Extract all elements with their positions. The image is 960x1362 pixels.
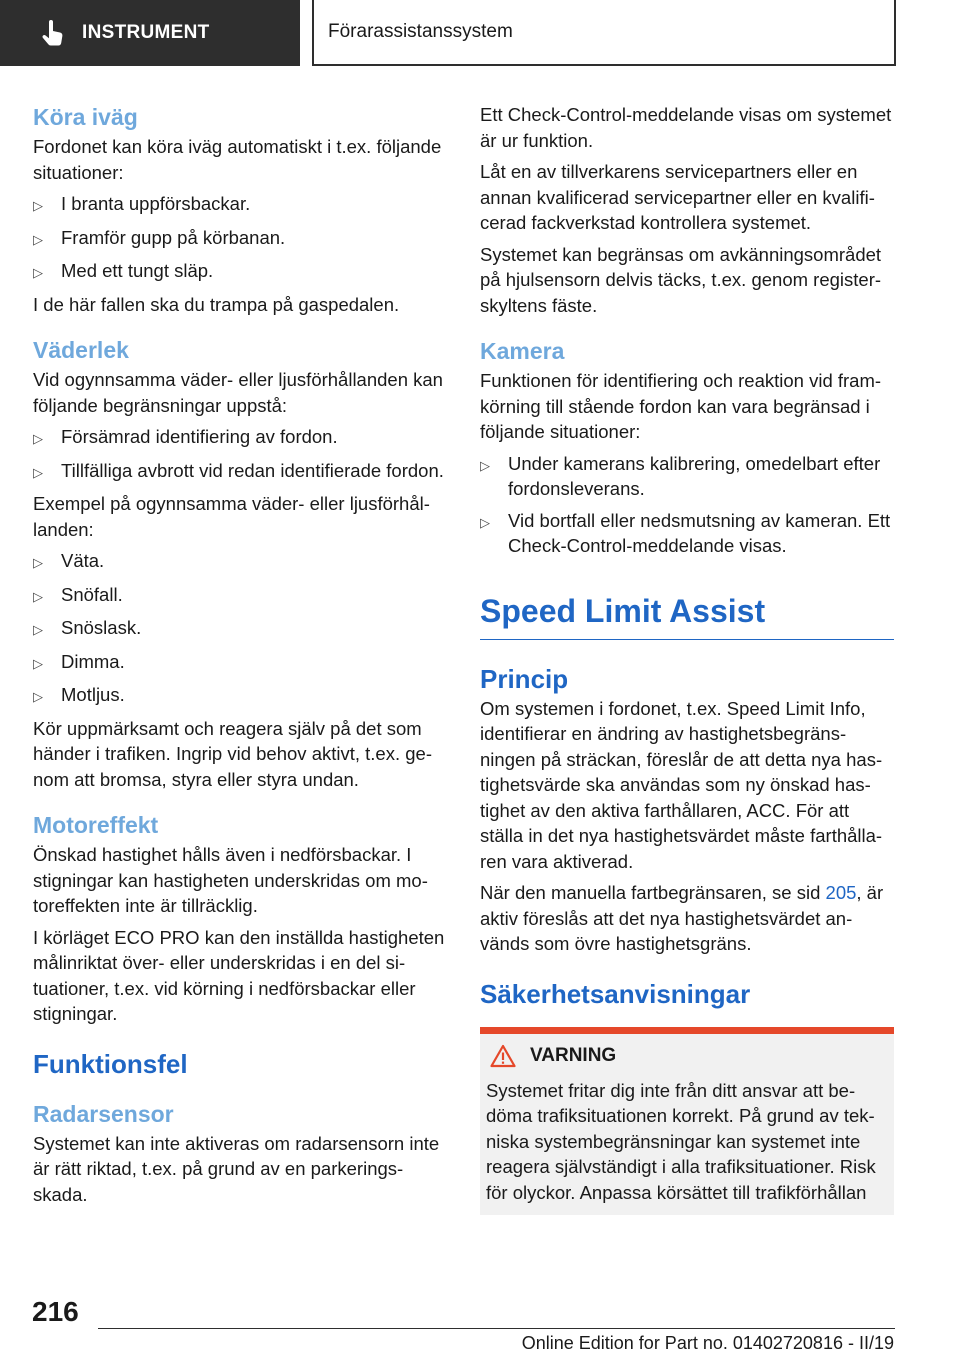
list-item: ▷ Tillfälliga avbrott vid redan identifierade fordon. bbox=[33, 458, 447, 486]
bullet-triangle-icon: ▷ bbox=[33, 689, 43, 704]
paragraph: Låt en av tillverkarens servicepartners eller en annan kvalificerad servicepartner eller en kvalificerad fackverkstad kontrollera systemet. bbox=[480, 161, 875, 233]
bullet-triangle-icon: ▷ bbox=[33, 622, 43, 637]
list-item: ▷ Vid bortfall eller nedsmutsning av kameran. Ett Check-Control-meddelande visas. bbox=[480, 508, 894, 559]
bullet-triangle-icon: ▷ bbox=[33, 588, 43, 604]
bullet-triangle-icon: ▷ bbox=[480, 514, 490, 530]
pointing-hand-icon bbox=[38, 18, 68, 48]
list-item: ▷ Med ett tungt släp. bbox=[33, 258, 447, 286]
list-item: ▷ Under kamerans kalibrering, omedelbart efter fordonsleverans. bbox=[480, 451, 894, 502]
warning-title: VARNING bbox=[486, 1034, 888, 1078]
paragraph: Fordonet kan köra iväg automatiskt i t.ex. följande situationer: bbox=[33, 136, 442, 183]
warning-text: Systemet fritar dig inte från ditt ansvar att bedöma trafiksituationen korrekt. På grund av tekniska systembegränsningar kan systemet inte reagera självständigt i alla trafiksituationer. Risk för olyckor. Anpassa körsättet till trafikförhållan bbox=[486, 1079, 876, 1203]
header-section-label: INSTRUMENT bbox=[82, 22, 210, 43]
heading-vaderlek: Väderlek bbox=[33, 337, 129, 363]
paragraph: Kör uppmärksamt och reagera själv på det som händer i trafiken. Ingrip vid behov aktivt, t.ex. genom att bromsa, styra eller styra undan. bbox=[33, 717, 432, 790]
heading-funktionsfel: Funktionsfel bbox=[33, 1048, 188, 1079]
heading-princip: Princip bbox=[480, 663, 569, 694]
page-reference-link[interactable]: 205 bbox=[825, 882, 857, 903]
paragraph: Om systemen i fordonet, t.ex. Speed Limit Info, identifierar en ändring av hastighetsbegränsningen på sträckan, föreslår de att detta nya hastighetsvärde ska användas som ny önskad hastighet av den aktiva farthållaren, ACC. För att ställa in det nya hastighetsvärdet måste farthållaren vara aktiverad. bbox=[480, 697, 883, 872]
paragraph: Funktionen för identifiering och reaktion vid framkörning till stående fordon kan vara begränsad i följande situationer: bbox=[480, 370, 882, 442]
right-column bbox=[480, 102, 894, 1215]
warning-box bbox=[480, 1027, 894, 1216]
paragraph: Systemet kan begränsas om avkänningsområdet på hjulsensorn delvis täcks, t.ex. genom registerskyltens fäste. bbox=[480, 243, 882, 316]
bullet-triangle-icon: ▷ bbox=[33, 464, 43, 480]
list-item: ▷ Snöslask. bbox=[33, 615, 447, 643]
paragraph: Vid ogynnsamma väder- eller ljusförhållanden kan följande begränsningar uppstå: bbox=[33, 369, 443, 416]
bullet-triangle-icon: ▷ bbox=[33, 655, 43, 671]
list-item: ▷ Väta. bbox=[33, 548, 447, 576]
bullet-triangle-icon: ▷ bbox=[33, 231, 43, 247]
list-item: ▷ I branta uppförsbackar. bbox=[33, 191, 447, 219]
list-item: ▷ Försämrad identifiering av fordon. bbox=[33, 424, 447, 452]
paragraph: Ett Check-Control-meddelande visas om systemet är ur funktion. bbox=[480, 104, 892, 151]
bullet-triangle-icon: ▷ bbox=[33, 555, 43, 570]
paragraph: Systemet kan inte aktiveras om radarsensorn inte är rätt riktad, t.ex. på grund av en parkeringsskada. bbox=[33, 1132, 440, 1205]
heading-motoreffekt: Motoreffekt bbox=[33, 812, 159, 838]
header-section-tab bbox=[0, 0, 300, 66]
list-item: ▷ Snöfall. bbox=[33, 582, 447, 610]
heading-sakerhetsanvisningar: Säkerhetsanvisningar bbox=[480, 978, 751, 1009]
heading-kora-ivag: Köra iväg bbox=[33, 104, 138, 130]
list-item: ▷ Framför gupp på körbanan. bbox=[33, 225, 447, 253]
heading-speed-limit-assist: Speed Limit Assist bbox=[480, 592, 766, 629]
heading-radarsensor: Radarsensor bbox=[33, 1100, 174, 1127]
paragraph: När den manuella fartbegränsaren, se sid 205, är aktiv föreslås att det nya hastighetsvärdet används som övre hastighetsgräns. bbox=[480, 882, 884, 954]
list-item: ▷ Motljus. bbox=[33, 682, 447, 710]
paragraph: Önskad hastighet hålls även i nedförsbackar. I stigningar kan hastigheten underskridas om motoreffekten inte är tillräcklig. bbox=[33, 844, 428, 916]
paragraph: I de här fallen ska du trampa på gaspedalen. bbox=[33, 293, 400, 315]
list-item: ▷ Dimma. bbox=[33, 649, 447, 677]
header-topic-tab bbox=[312, 0, 896, 66]
paragraph: I körläget ECO PRO kan den inställda hastigheten målinriktat över- eller underskridas i en del situationer, t.ex. vid körning i nedförsbackar eller stigningar. bbox=[33, 926, 445, 1024]
footer-edition: Online Edition for Part no. 01402720816 - II/19 bbox=[521, 1333, 894, 1353]
bullet-triangle-icon: ▷ bbox=[33, 431, 43, 446]
header-topic-label: Förarassistanssystem bbox=[328, 21, 513, 42]
bullet-triangle-icon: ▷ bbox=[33, 265, 43, 280]
bullet-triangle-icon: ▷ bbox=[33, 198, 43, 213]
left-column bbox=[33, 102, 447, 1213]
bullet-triangle-icon: ▷ bbox=[480, 457, 490, 473]
section-title-speed-limit-assist bbox=[480, 589, 894, 640]
page-number: 216 bbox=[32, 1296, 79, 1327]
paragraph: Exempel på ogynnsamma väder- eller ljusförhållanden: bbox=[33, 493, 430, 540]
footer-divider bbox=[98, 1328, 895, 1329]
heading-kamera: Kamera bbox=[480, 338, 565, 364]
warning-triangle-icon bbox=[490, 1044, 516, 1068]
